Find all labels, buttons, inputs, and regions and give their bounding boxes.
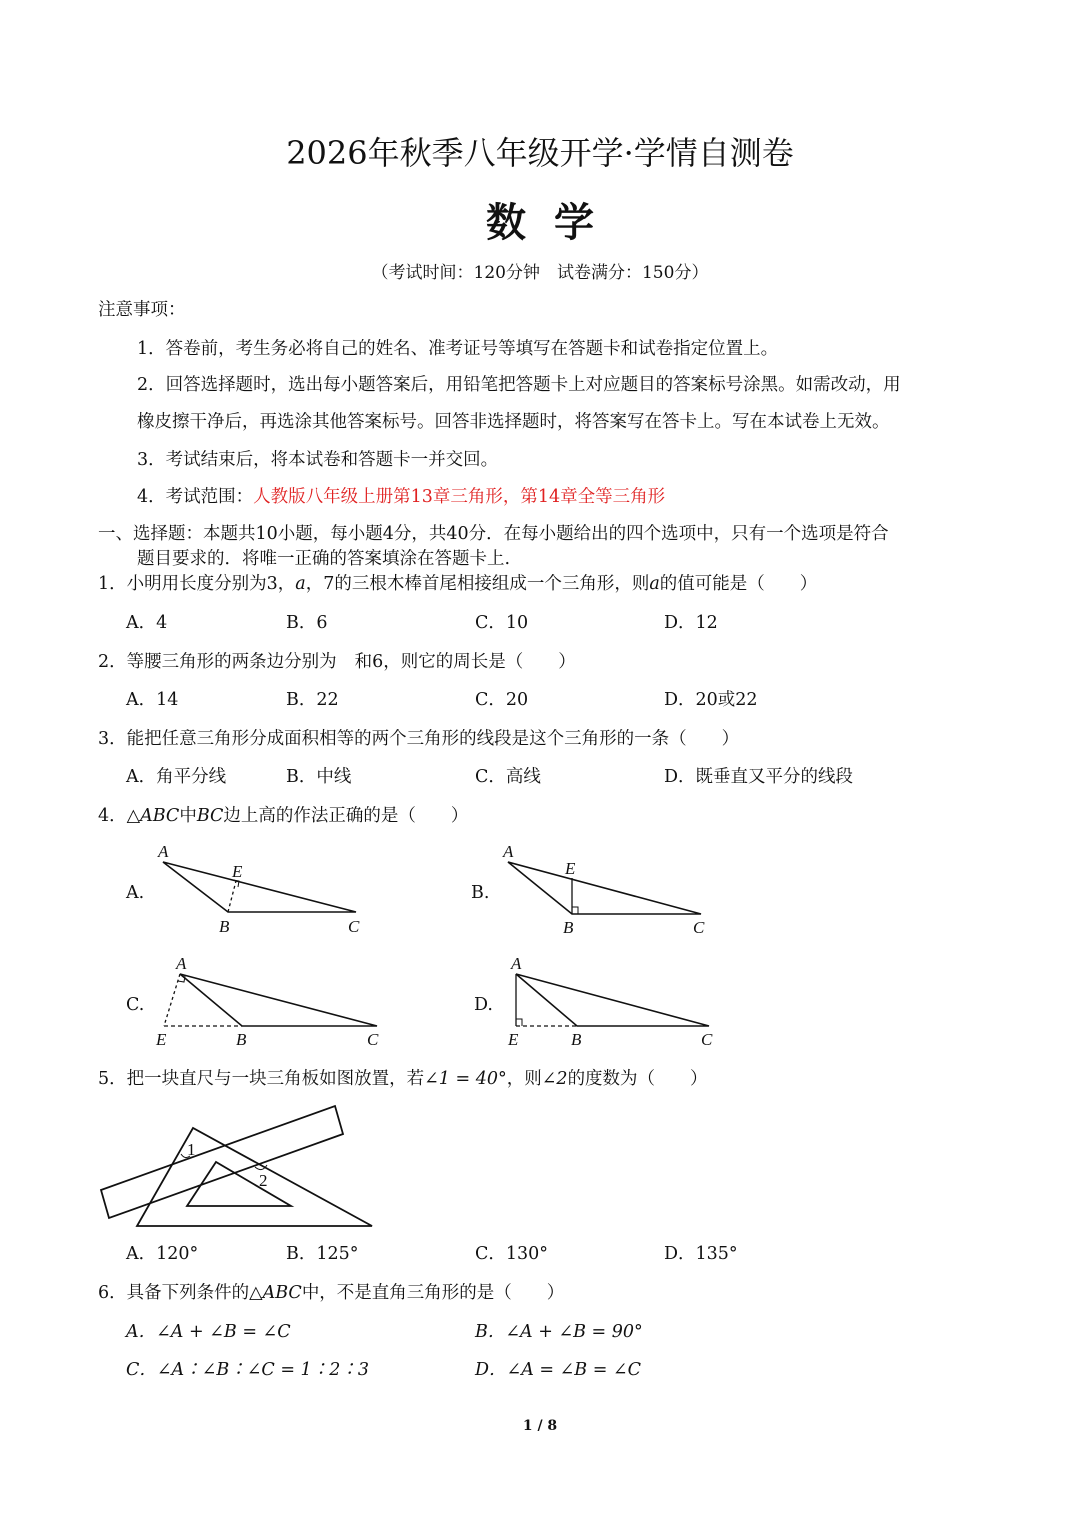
q6-stem — [98, 1281, 564, 1305]
q3-option-b[interactable]: B．中线 — [286, 767, 352, 787]
angle-label-2: 2 — [259, 1171, 268, 1190]
q4-figure-a — [150, 840, 380, 940]
q2-stem — [98, 650, 576, 674]
label-b: B — [236, 1030, 247, 1049]
triangle-abc — [163, 862, 356, 912]
q4-figure-d — [495, 952, 725, 1052]
q5-option-c[interactable]: C．130° — [475, 1244, 549, 1264]
q4-option-d[interactable]: D. — [474, 995, 493, 1015]
triangle-board-outer — [137, 1128, 372, 1226]
q1-option-c[interactable]: C．10 — [475, 613, 529, 633]
height-dashed-line — [164, 974, 180, 1026]
notice-item-1: 1．答卷前，考生务必将自己的姓名、准考证号等填写在答题卡和试卷指定位置上。 — [137, 339, 779, 359]
triangle-abc — [180, 974, 377, 1026]
q6-option-a[interactable]: A．∠A + ∠B = ∠C — [126, 1322, 291, 1342]
exam-title: 2026年秋季八年级开学·学情自测卷 — [286, 134, 794, 172]
section1-line1: 一、选择题：本题共10小题，每小题4分，共40分．在每小题给出的四个选项中，只有一个选项是符合 — [98, 524, 889, 544]
q1-stem — [98, 572, 817, 596]
q4-triangle: △ABC — [126, 806, 180, 826]
label-e: E — [565, 859, 576, 878]
q4-figure-c — [150, 952, 390, 1052]
q6-option-b[interactable]: B．∠A + ∠B = 90° — [475, 1322, 643, 1342]
q4-side: BC — [196, 806, 224, 826]
exam-info: （考试时间：120分钟 试卷满分：150分） — [371, 263, 709, 283]
label-b: B — [219, 917, 230, 936]
q6-text-b: 中，不是直角三角形的是（ ） — [301, 1283, 565, 1303]
right-angle-mark — [516, 1019, 522, 1026]
q5-figure — [95, 1100, 385, 1235]
q5-text-c: 的度数为（ ） — [567, 1069, 708, 1089]
ruler — [101, 1106, 343, 1218]
q2-text-c: ，则它的周长是（ ） — [383, 652, 576, 672]
notice-item-2-line2: 橡皮擦干净后，再选涂其他答案标号。回答非选择题时，将答案写在答卡上。写在本试卷上无效。 — [137, 412, 890, 432]
q5-option-b[interactable]: B．125° — [286, 1244, 359, 1264]
q1-text-c: 的值可能是（ ） — [659, 574, 818, 594]
right-angle-mark — [572, 907, 578, 914]
q5-stem — [98, 1067, 708, 1091]
label-c: C — [348, 917, 360, 936]
notice-item-2-line1: 2．回答选择题时，选出每小题答案后，用铅笔把答题卡上对应题目的答案标号涂黑。如需改动，用 — [137, 375, 901, 395]
exam-scope: 人教版八年级上册第13章三角形，第14章全等三角形 — [253, 487, 666, 507]
q5-angle2: ∠2 — [541, 1069, 568, 1089]
label-e: E — [232, 862, 243, 881]
q3-option-c[interactable]: C．高线 — [475, 767, 541, 787]
q2-text-b: 和 — [354, 652, 373, 672]
q6-option-d[interactable]: D．∠A = ∠B = ∠C — [475, 1360, 641, 1380]
label-b: B — [571, 1030, 582, 1049]
q5-option-d[interactable]: D．135° — [664, 1244, 738, 1264]
q1-option-d[interactable]: D．12 — [664, 613, 718, 633]
q1-option-a[interactable]: A．4 — [126, 613, 168, 633]
q5-angle1: ∠1 = 40° — [424, 1069, 507, 1089]
height-dashed-line — [228, 881, 236, 912]
label-a: A — [503, 842, 514, 861]
q2-option-d[interactable]: D．20或22 — [664, 690, 758, 710]
q6-option-c[interactable]: C．∠A∶∠B∶∠C = 1∶2∶3 — [126, 1360, 369, 1380]
label-e: E — [508, 1030, 519, 1049]
q1-var-a: a — [295, 574, 306, 594]
q2-option-c[interactable]: C．20 — [475, 690, 529, 710]
q5-text-a: 5．把一块直尺与一块三角板如图放置，若 — [98, 1069, 425, 1089]
q4-text-b: 中 — [179, 806, 197, 826]
q6-triangle: △ABC — [249, 1283, 302, 1303]
q4-option-b[interactable]: B. — [471, 883, 490, 903]
q3-stem: 3．能把任意三角形分成面积相等的两个三角形的线段是这个三角形的一条（ ） — [98, 729, 740, 749]
q5-option-a[interactable]: A．120° — [126, 1244, 199, 1264]
label-a: A — [176, 954, 187, 973]
q2-text-a: 2．等腰三角形的两条边分别为 — [98, 652, 337, 672]
q2-option-a[interactable]: A．14 — [126, 690, 179, 710]
label-b: B — [563, 918, 574, 937]
section1-line2: 题目要求的．将唯一正确的答案填涂在答题卡上. — [137, 549, 511, 569]
page-number: 1 / 8 — [522, 1418, 558, 1434]
triangle-abc — [516, 974, 709, 1026]
q4-stem — [98, 804, 468, 828]
label-c: C — [701, 1030, 713, 1049]
q1-var-a2: a — [649, 574, 660, 594]
q3-option-a[interactable]: A．角平分线 — [126, 767, 227, 787]
q1-text-b: ，7的三根木棒首尾相接组成一个三角形，则 — [305, 574, 650, 594]
q4-option-a[interactable]: A. — [126, 883, 145, 903]
q1-text-a: 1．小明用长度分别为3， — [98, 574, 296, 594]
label-c: C — [693, 918, 705, 937]
label-e: E — [156, 1030, 167, 1049]
q4-text-c: 边上高的作法正确的是（ ） — [223, 806, 469, 826]
label-a: A — [158, 842, 169, 861]
label-a: A — [511, 954, 522, 973]
notice-item-4 — [137, 485, 665, 509]
angle-label-1: 1 — [187, 1140, 196, 1159]
q2-num-b: 6 — [372, 652, 384, 672]
label-c: C — [367, 1030, 379, 1049]
subject-title: 数学 — [486, 199, 622, 246]
q3-option-d[interactable]: D．既垂直又平分的线段 — [664, 767, 854, 787]
notice-item-3: 3．考试结束后，将本试卷和答题卡一并交回。 — [137, 450, 499, 470]
notice-item-4-prefix: 4．考试范围： — [137, 487, 254, 507]
q5-text-b: ，则 — [506, 1069, 542, 1089]
notice-heading: 注意事项： — [98, 300, 186, 320]
triangle-abc — [508, 862, 701, 914]
q6-text-a: 6．具备下列条件的 — [98, 1283, 250, 1303]
q1-option-b[interactable]: B．6 — [286, 613, 328, 633]
q4-text-a: 4． — [98, 806, 127, 826]
q2-option-b[interactable]: B．22 — [286, 690, 339, 710]
q4-option-c[interactable]: C. — [126, 995, 145, 1015]
q4-figure-b — [495, 840, 725, 940]
